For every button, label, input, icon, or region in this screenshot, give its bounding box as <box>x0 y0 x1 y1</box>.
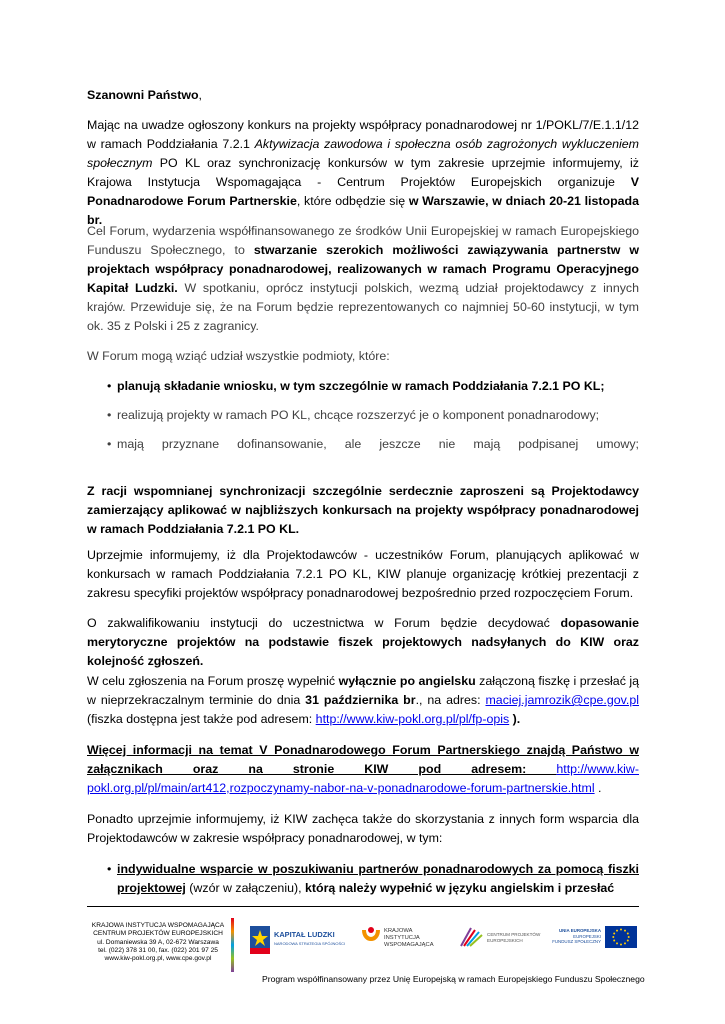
eu-flag-icon <box>605 926 637 948</box>
salutation-text: Szanowni Państwo <box>87 88 199 102</box>
paragraph-3: W Forum mogą wziąć udział wszystkie podmioty, które: <box>87 349 390 363</box>
last-bullet-bold-c: którą należy wypełnić w języku angielskim i przesłać <box>304 881 615 895</box>
eu-line: EUROPEJSKI <box>573 933 601 939</box>
p7-text-g: ). <box>509 712 521 726</box>
kiw-text <box>384 928 434 949</box>
participant-list <box>87 377 639 454</box>
footer-note: Program współfinansowany przez Unię Europejską w ramach Europejskiego Funduszu Społecznego <box>262 974 645 984</box>
cpe-text <box>487 932 540 944</box>
p7-text-e: ., na adres: <box>415 693 486 707</box>
p7-deadline: 31 października br <box>305 693 416 707</box>
footer <box>87 918 639 978</box>
p7-text-f: (fiszka dostępna jest także pod adresem: <box>87 712 316 726</box>
address-line: CENTRUM PROJEKTÓW EUROPEJSKICH <box>93 930 223 938</box>
bullet-icon: • <box>107 862 112 876</box>
p1-text-e: , które odbędzie się <box>296 194 409 208</box>
paragraph-1 <box>87 116 639 230</box>
kiw-icon <box>362 926 380 946</box>
bullet-icon: • <box>107 437 112 451</box>
eu-line: FUNDUSZ SPOŁECZNY <box>552 939 601 945</box>
p1-forum-name: V Ponadnarodowe Forum Partnerskie <box>87 175 639 208</box>
p4-text: Z racji wspomnianej synchronizacji szczególnie serdecznie zaproszeni są Projektodawcy zamierzający aplikować w najbliższych konkursach na projekty współpracy ponadnarodowej w ramach Poddziałania 7.2.1 PO KL. <box>87 484 639 536</box>
p1-italic: Aktywizacja zawodowa i społeczna osób zagrożonych wykluczeniem społecznym <box>87 137 639 170</box>
p1-text-a: Mając na uwadze ogłoszony konkurs na projekty współpracy ponadnarodowej nr 1/POKL/7/E.1.1/12 w ramach Poddziałania 7.2.1 <box>87 118 639 151</box>
p1-date: w Warszawie, w dniach 20-21 listopada br. <box>87 194 640 227</box>
p7-text-c: załączoną fiszkę i przesłać ją w nieprzekraczalnym terminie do dnia <box>87 674 640 707</box>
eu-logo <box>545 926 641 960</box>
address-line: www.kiw-pokl.org.pl, www.cpe.gov.pl <box>104 955 212 963</box>
p8-text-b: . <box>594 781 602 795</box>
p7-text-a: W celu zgłoszenia na Forum proszę wypełnić <box>87 674 339 688</box>
paragraph-5: Uprzejmie informujemy, iż dla Projektodawców - uczestników Forum, planujących aplikować w konkursach w ramach Poddziałania 7.2.1 PO KL, KIW planuje organizację krótkiej prezentacji z zakresu specyfiki projektów współpracy ponadnarodowej bezpośrednio przed rozpoczęciem Forum. <box>87 548 639 600</box>
forum-page-link[interactable]: http://www.kiw-pokl.org.pl/pl/main/art412,rozpoczynamy-nabor-na-v-ponadnarodowe-forum-partnerskie.html <box>87 762 639 795</box>
fp-opis-link[interactable]: http://www.kiw-pokl.org.pl/pl/fp-opis <box>315 712 510 726</box>
paragraph-6 <box>87 614 639 671</box>
kapital-ludzki-icon <box>250 926 270 954</box>
p7-bold-b: wyłącznie po angielsku <box>338 674 476 688</box>
bullet-icon: • <box>107 408 112 422</box>
p6-text-a: O zakwalifikowaniu instytucji do uczestnictwa w Forum będzie decydować <box>87 616 561 630</box>
list-item <box>87 406 639 425</box>
address-line: ul. Domaniewska 39 A, 02-672 Warszawa <box>97 938 219 946</box>
list-item-text: planują składanie wniosku, w tym szczególnie w ramach Poddziałania 7.2.1 PO KL; <box>117 379 605 393</box>
list-item <box>87 860 639 898</box>
paragraph-7 <box>87 672 639 729</box>
p2-bold: stwarzanie szerokich możliwości zawiązywania partnerstw w projektach współpracy ponadnarodowej, realizowanych w ramach Programu Operacyjnego Kapitał Ludzki. <box>87 243 639 295</box>
support-list <box>87 860 639 898</box>
kl-title: KAPITAŁ LUDZKI <box>274 930 335 939</box>
list-item-text: realizują projekty w ramach PO KL, chcące rozszerzyć je o komponent ponadnarodowy; <box>117 408 600 422</box>
paragraph-2 <box>87 222 639 336</box>
p6-bold: dopasowanie merytoryczne projektów na podstawie fiszek projektowych nadsyłanych do KIW oraz kolejność zgłoszeń. <box>87 616 639 668</box>
kiw-logo <box>362 926 442 960</box>
p8-bold: Więcej informacji na temat V Ponadnarodowego Forum Partnerskiego znajdą Państwo w załącznikach oraz na stronie KIW pod adresem: <box>87 743 639 776</box>
list-item-text: mają przyznane dofinansowanie, ale jeszcze nie mają podpisanej umowy; <box>117 437 639 451</box>
cpe-icon <box>459 926 483 950</box>
paragraph-8 <box>87 741 639 798</box>
p2-text-c: W spotkaniu, oprócz instytucji polskich, wezmą udział projektodawcy z innych krajów. Przewiduje się, że na Forum będzie reprezentowanych co najmniej 50-60 instytucji, w tym ok. 35 z Polski i 25 z zagranicy. <box>87 281 639 333</box>
kiw-line: WSPOMAGAJĄCA <box>384 942 434 948</box>
address-line: KRAJOWA INSTYTUCJA WSPOMAGAJĄCA <box>91 922 225 929</box>
last-bullet-bold: indywidualne wsparcie w poszukiwaniu partnerów ponadnarodowych za pomocą fiszki projektowej <box>117 862 639 895</box>
cpe-logo <box>459 926 549 960</box>
kiw-line: KRAJOWA <box>384 928 413 934</box>
kiw-line: INSTYTUCJA <box>384 935 420 941</box>
bullet-icon: • <box>107 379 112 393</box>
paragraph-4 <box>87 482 639 539</box>
eu-line: UNIA EUROPEJSKA <box>558 928 601 933</box>
footer-address <box>87 922 229 963</box>
paragraph-9: Ponadto uprzejmie informujemy, iż KIW zachęca także do skorzystania z innych form wsparcia dla Projektodawców w zakresie współpracy ponadnarodowej, w tym: <box>87 812 639 845</box>
cpe-line: CENTRUM PROJEKTÓW <box>487 932 541 937</box>
last-bullet-text: (wzór w załączeniu), <box>185 881 305 895</box>
address-line: tel. (022) 378 31 00, fax. (022) 201 97 25 <box>98 946 218 954</box>
p2-text-a: Cel Forum, wydarzenia współfinansowanego ze środków Unii Europejskiej w ramach Europejskiego Funduszu Społecznego, to <box>87 224 639 257</box>
kl-subtitle: NARODOWA STRATEGIA SPÓJNOŚCI <box>274 941 346 946</box>
color-bar-icon <box>231 918 234 972</box>
list-item <box>87 377 639 396</box>
salutation: Szanowni Państwo, <box>87 88 202 102</box>
p1-text-c: PO KL oraz synchronizację konkursów w tym zakresie uprzejmie informujemy, iż Krajowa Instytucja Wspomagająca - Centrum Projektów Europejskich organizuje <box>87 156 639 189</box>
cpe-line: EUROPEJSKICH <box>487 938 523 943</box>
list-item <box>87 435 639 454</box>
eu-text <box>545 928 601 945</box>
footer-divider <box>87 906 639 907</box>
kapital-ludzki-logo <box>250 926 350 960</box>
email-link[interactable]: maciej.jamrozik@cpe.gov.pl <box>485 693 639 707</box>
